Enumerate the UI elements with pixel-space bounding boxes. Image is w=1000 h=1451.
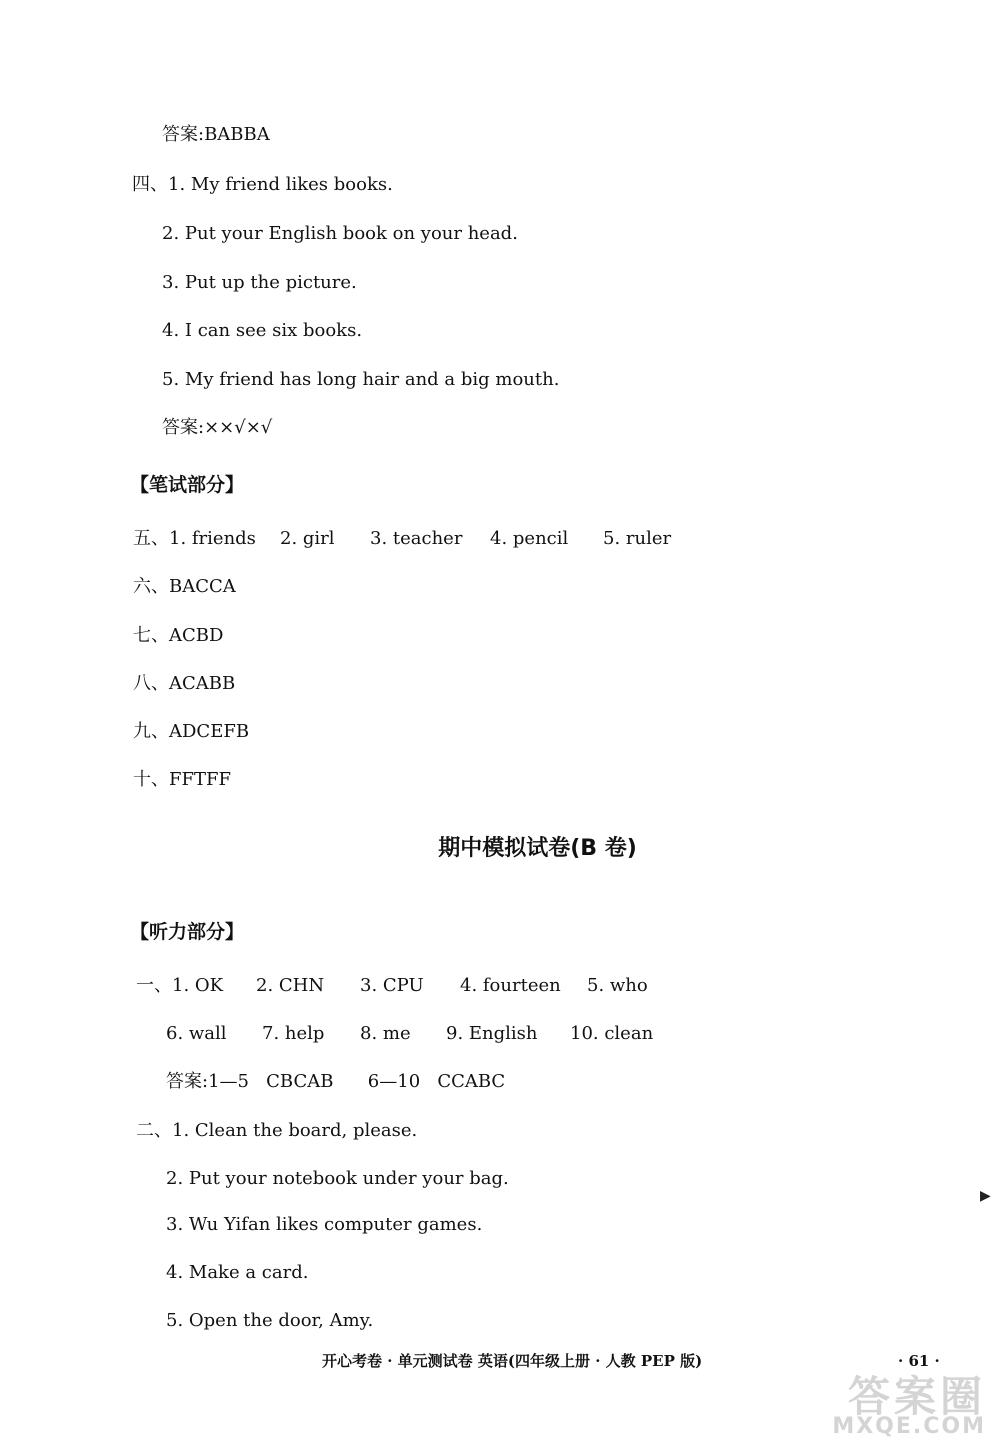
sectionB1-item-6: 6. wall bbox=[166, 1023, 227, 1044]
sectionB1-item-2: 2. CHN bbox=[256, 975, 325, 996]
section5-item-1: 五、1. friends bbox=[133, 528, 256, 549]
sectionB2-item-3: 3. Wu Yifan likes computer games. bbox=[166, 1214, 483, 1235]
sectionB1-answer: 答案:1—5 CBCAB 6—10 CCABC bbox=[166, 1071, 506, 1092]
sectionB2-item-4: 4. Make a card. bbox=[166, 1262, 309, 1283]
exam-title: 期中模拟试卷(B 卷) bbox=[438, 836, 637, 861]
sectionB1-item-8: 8. me bbox=[360, 1023, 411, 1044]
section6: 六、BACCA bbox=[133, 576, 236, 597]
section4-answer: 答案:××√×√ bbox=[162, 417, 273, 438]
page-turn-arrow-icon: ▶ bbox=[980, 1188, 991, 1204]
sectionB1-item-9: 9. English bbox=[446, 1023, 538, 1044]
sectionB1-item-10: 10. clean bbox=[570, 1023, 654, 1044]
sectionB2-item-2: 2. Put your notebook under your bag. bbox=[166, 1168, 509, 1189]
answers-top: 答案:BABBA bbox=[162, 124, 270, 145]
section4-item-5: 5. My friend has long hair and a big mouth. bbox=[162, 369, 560, 390]
section9: 九、ADCEFB bbox=[133, 721, 250, 742]
section4-item-1: 四、1. My friend likes books. bbox=[132, 174, 393, 195]
written-section-heading: 【笔试部分】 bbox=[130, 474, 245, 496]
sectionB1-item-7: 7. help bbox=[262, 1023, 325, 1044]
watermark-line-1: 答案圈 bbox=[847, 1372, 986, 1421]
section8: 八、ACABB bbox=[133, 673, 236, 694]
sectionB1-item-5: 5. who bbox=[587, 975, 648, 996]
section5-item-2: 2. girl bbox=[280, 528, 335, 549]
footer-text: 开心考卷 · 单元测试卷 英语(四年级上册 · 人教 PEP 版) bbox=[322, 1352, 703, 1370]
sectionB1-item-3: 3. CPU bbox=[360, 975, 424, 996]
sectionB1-item-4: 4. fourteen bbox=[460, 975, 561, 996]
section4-item-2: 2. Put your English book on your head. bbox=[162, 223, 518, 244]
watermark-line-2: MXQE.COM bbox=[832, 1414, 986, 1439]
watermark-logo bbox=[821, 1364, 986, 1439]
section7: 七、ACBD bbox=[133, 625, 224, 646]
section10: 十、FFTFF bbox=[133, 769, 231, 790]
section4-item-4: 4. I can see six books. bbox=[162, 320, 363, 341]
sectionB2-item-1: 二、1. Clean the board, please. bbox=[136, 1120, 418, 1141]
section4-item-3: 3. Put up the picture. bbox=[162, 272, 357, 293]
sectionB1-item-1: 一、1. OK bbox=[136, 975, 224, 996]
listening-section-heading: 【听力部分】 bbox=[130, 921, 245, 943]
section5-item-5: 5. ruler bbox=[603, 528, 672, 549]
section5-item-4: 4. pencil bbox=[490, 528, 569, 549]
section5-item-3: 3. teacher bbox=[370, 528, 463, 549]
sectionB2-item-5: 5. Open the door, Amy. bbox=[166, 1310, 374, 1331]
page-number: · 61 · bbox=[898, 1352, 940, 1370]
